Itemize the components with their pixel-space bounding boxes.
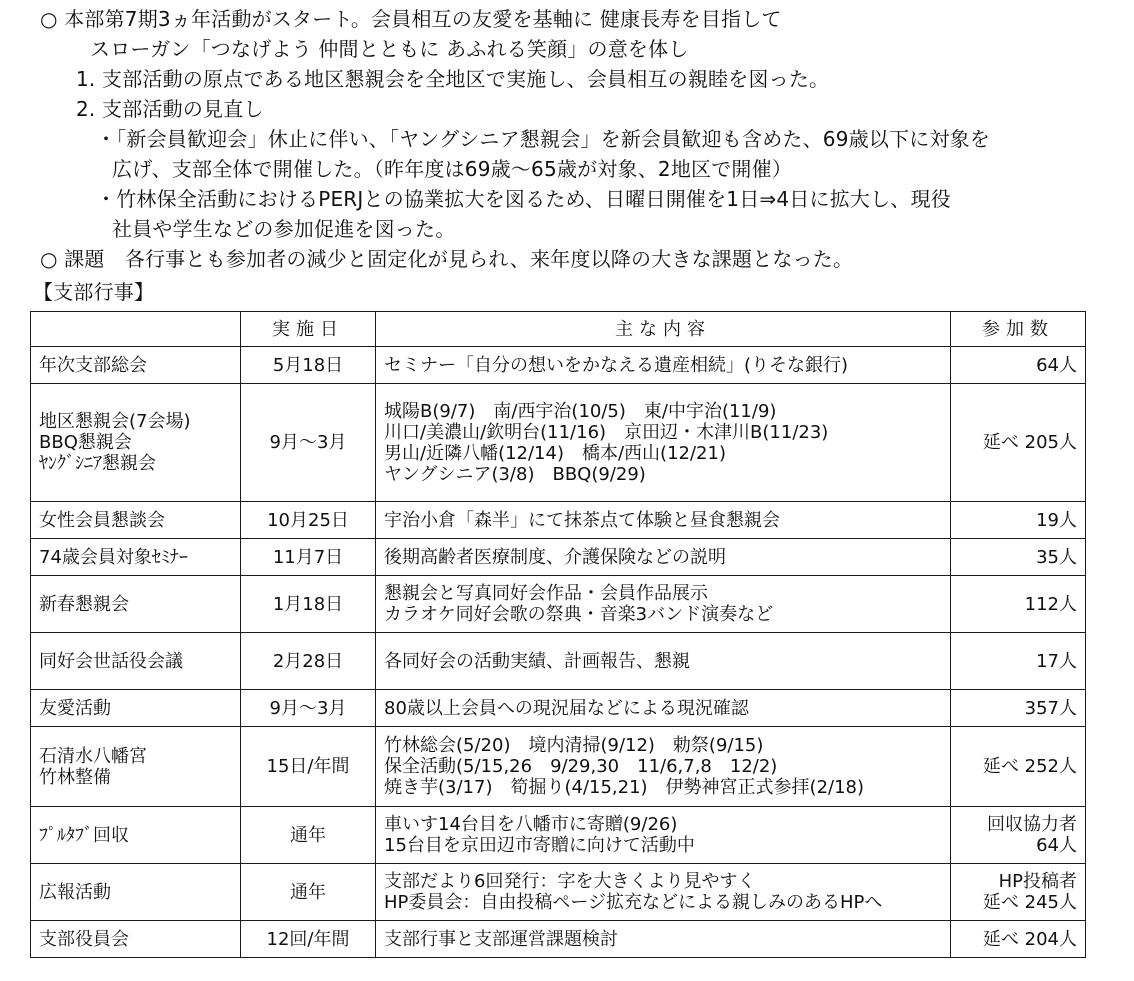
event-date-cell: 11月7日 xyxy=(241,539,376,576)
table-row xyxy=(31,384,1086,502)
event-count-line: 回収協力者 xyxy=(987,814,1077,835)
event-content-cell xyxy=(376,807,951,864)
event-name-cell xyxy=(31,727,241,807)
table-row xyxy=(31,807,1086,864)
event-content-line: 城陽B(9/7) 南/西宇治(10/5) 東/中宇治(11/9) xyxy=(384,400,777,422)
event-content-line: 支部だより6回発行：字を大きくより見やすく xyxy=(384,871,756,892)
intro-line-4: 2. 支部活動の見直し xyxy=(76,97,264,121)
event-content-line: 保全活動(5/15,26 9/29,30 11/6,7,8 12/2) xyxy=(384,756,778,777)
event-content-line: カラオケ同好会歌の祭典・音楽3バンド演奏など xyxy=(384,604,774,625)
event-content-cell xyxy=(376,921,951,958)
event-content-line: 後期高齢者医療制度、介護保険などの説明 xyxy=(384,546,726,568)
event-content-line: 竹林総会(5/20) 境内清掃(9/12) 勅祭(9/15) xyxy=(384,735,764,756)
event-content-line: 川口/美濃山/欽明台(11/16) 京田辺・木津川B(11/23) xyxy=(384,421,829,443)
event-content-cell xyxy=(376,633,951,690)
event-name-cell xyxy=(31,690,241,727)
event-count-cell xyxy=(951,576,1086,633)
event-name-cell xyxy=(31,576,241,633)
event-name-line: ﾔﾝｸﾞｼﾆｱ懇親会 xyxy=(39,453,156,474)
event-count-cell xyxy=(951,807,1086,864)
event-count-cell xyxy=(951,633,1086,690)
table-row xyxy=(31,864,1086,921)
event-name-line: 74歳会員対象ｾﾐﾅｰ xyxy=(39,546,188,568)
event-date-cell: 9月～3月 xyxy=(241,384,376,502)
event-count-cell xyxy=(951,347,1086,384)
event-content-cell xyxy=(376,727,951,807)
event-name-cell xyxy=(31,539,241,576)
event-name-cell xyxy=(31,347,241,384)
event-content-line: 懇親会と写真同好会作品・会員作品展示 xyxy=(384,583,708,604)
table-row xyxy=(31,539,1086,576)
table-header-row xyxy=(31,312,1086,347)
event-count-line: 17人 xyxy=(1036,650,1077,672)
event-count-line: 357人 xyxy=(1024,697,1077,719)
event-name-cell xyxy=(31,921,241,958)
event-name-cell xyxy=(31,502,241,539)
intro-line-7: ・竹林保全活動におけるPERJとの協業拡大を図るため、日曜日開催を1日⇒4日に拡大し、現役 xyxy=(96,187,951,211)
event-name-line: 友愛活動 xyxy=(39,697,111,719)
table-row xyxy=(31,633,1086,690)
event-name-line: 支部役員会 xyxy=(39,928,129,950)
event-content-line: 宇治小倉「森半」にて抹茶点て体験と昼食懇親会 xyxy=(384,509,780,531)
intro-line-6: 広げ、支部全体で開催した。（昨年度は69歳～65歳が対象、2地区で開催） xyxy=(112,157,793,181)
event-count-line: 延べ 204人 xyxy=(982,928,1077,950)
event-date-cell: 5月18日 xyxy=(241,347,376,384)
event-content-cell xyxy=(376,539,951,576)
event-count-cell xyxy=(951,690,1086,727)
event-name-line: ﾌﾟﾙﾀﾌﾞ回収 xyxy=(39,824,129,846)
event-name-cell xyxy=(31,633,241,690)
event-count-cell xyxy=(951,384,1086,502)
event-date-cell: 9月～3月 xyxy=(241,690,376,727)
event-name-line: 年次支部総会 xyxy=(39,354,147,376)
header-event xyxy=(31,312,241,347)
event-count-cell xyxy=(951,727,1086,807)
events-table xyxy=(30,311,1086,958)
section-title: 【支部行事】 xyxy=(33,280,155,304)
event-date-cell: 通年 xyxy=(241,864,376,921)
event-count-line: 延べ 252人 xyxy=(982,756,1077,777)
event-count-line: 延べ 245人 xyxy=(982,892,1077,913)
event-count-line: 延べ 205人 xyxy=(982,432,1077,453)
intro-line-8: 社員や学生などの参加促進を図った。 xyxy=(112,217,456,241)
table-row xyxy=(31,576,1086,633)
table-row xyxy=(31,347,1086,384)
event-content-line: 車いす14台目を八幡市に寄贈(9/26) xyxy=(384,814,678,835)
event-count-cell xyxy=(951,502,1086,539)
event-name-line: BBQ懇親会 xyxy=(39,432,132,453)
intro-line-1: ○ 本部第7期3ヵ年活動がスタート。会員相互の友愛を基軸に 健康長寿を目指して xyxy=(40,7,782,31)
event-count-line: 64人 xyxy=(1036,354,1077,376)
event-count-line: 19人 xyxy=(1036,509,1077,531)
event-count-line: 64人 xyxy=(1036,835,1077,856)
event-count-cell xyxy=(951,864,1086,921)
event-count-line: HP投稿者 xyxy=(998,871,1077,892)
event-content-line: 男山/近隣八幡(12/14) 橋本/西山(12/21) xyxy=(384,442,726,464)
event-content-line: 焼き芋(3/17) 筍掘り(4/15,21) 伊勢神宮正式参拝(2/18) xyxy=(384,777,865,798)
event-content-cell xyxy=(376,690,951,727)
event-name-cell xyxy=(31,384,241,502)
event-content-cell xyxy=(376,502,951,539)
table-row xyxy=(31,727,1086,807)
table-row xyxy=(31,502,1086,539)
event-name-cell xyxy=(31,807,241,864)
event-content-line: セミナー「自分の想いをかなえる遺産相続」(りそな銀行) xyxy=(384,354,849,376)
event-count-cell xyxy=(951,921,1086,958)
event-date-cell: 1月18日 xyxy=(241,576,376,633)
intro-line-9: ○ 課題 各行事とも参加者の減少と固定化が見られ、来年度以降の大きな課題となった。 xyxy=(40,247,854,271)
event-date-cell: 15日/年間 xyxy=(241,727,376,807)
table-row xyxy=(31,690,1086,727)
event-name-line: 竹林整備 xyxy=(39,766,111,788)
event-name-line: 新春懇親会 xyxy=(39,593,129,615)
event-content-line: 15台目を京田辺市寄贈に向けて活動中 xyxy=(384,835,695,856)
event-content-line: ヤングシニア(3/8) BBQ(9/29) xyxy=(384,463,646,485)
event-name-line: 地区懇親会(7会場) xyxy=(39,411,191,432)
event-date-cell: 2月28日 xyxy=(241,633,376,690)
event-content-line: 80歳以上会員への現況届などによる現況確認 xyxy=(384,697,749,719)
event-name-line: 広報活動 xyxy=(39,881,111,903)
event-name-line: 女性会員懇談会 xyxy=(39,509,165,531)
event-count-cell xyxy=(951,539,1086,576)
event-name-line: 石清水八幡宮 xyxy=(39,745,147,767)
event-date-cell: 10月25日 xyxy=(241,502,376,539)
intro-line-5: ・「新会員歓迎会」休止に伴い、「ヤングシニア懇親会」を新会員歓迎も含めた、69歳以下に対象を xyxy=(96,127,991,151)
event-content-cell xyxy=(376,384,951,502)
table-row xyxy=(31,921,1086,958)
event-name-cell xyxy=(31,864,241,921)
header-content: 主な内容 xyxy=(376,312,951,347)
intro-line-2: スローガン「つなげよう 仲間とともに あふれる笑顔」の意を体し xyxy=(90,37,689,61)
event-count-line: 112人 xyxy=(1024,593,1077,615)
event-content-line: 支部行事と支部運営課題検討 xyxy=(384,928,618,950)
event-count-line: 35人 xyxy=(1036,546,1077,568)
event-content-cell xyxy=(376,347,951,384)
event-content-cell xyxy=(376,864,951,921)
event-content-line: HP委員会：自由投稿ページ拡充などによる親しみのあるHPへ xyxy=(384,892,883,913)
header-date: 実施日 xyxy=(241,312,376,347)
event-date-cell: 12回/年間 xyxy=(241,921,376,958)
event-date-cell: 通年 xyxy=(241,807,376,864)
header-count: 参加数 xyxy=(951,312,1086,347)
event-name-line: 同好会世話役会議 xyxy=(39,650,183,672)
event-content-line: 各同好会の活動実績、計画報告、懇親 xyxy=(384,650,690,672)
intro-line-3: 1. 支部活動の原点である地区懇親会を全地区で実施し、会員相互の親睦を図った。 xyxy=(76,67,830,91)
event-content-cell xyxy=(376,576,951,633)
